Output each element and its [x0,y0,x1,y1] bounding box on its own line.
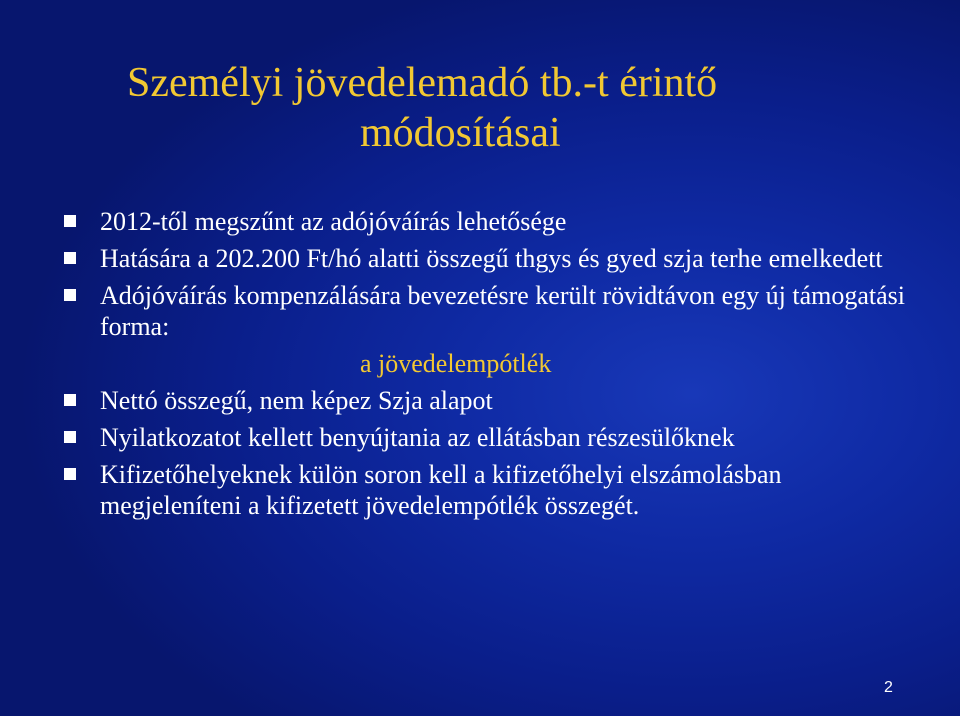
bullet-item [60,422,920,453]
square-bullet-icon [64,394,76,406]
bullet-text: 2012-től megszűnt az adójóváírás lehetősége [100,207,567,236]
bullet-text: Nyilatkozatot kellett benyújtania az ellátásban részesülőknek [100,423,735,452]
slide-title [60,58,900,158]
slide-title-line1: Személyi jövedelemadó tb.-t érintő [127,60,718,107]
bullet-text: Hatására a 202.200 Ft/hó alatti összegű thgys és gyed szja terhe emelkedett [100,244,883,273]
bullet-text: Nettó összegű, nem képez Szja alapot [100,386,493,415]
bullet-text: Kifizetőhelyeknek külön soron kell a kifizetőhelyi elszámolásban megjeleníteni a kifizetett jövedelempótlék összegét. [100,460,782,520]
highlight-item [60,348,920,379]
square-bullet-icon [64,289,76,301]
square-bullet-icon [64,468,76,480]
highlight-text: a jövedelempótlék [360,349,552,378]
bullet-item [60,243,920,274]
bullet-item [60,206,920,237]
slide-title-line2: módosításai [360,110,561,157]
bullet-text: Adójóváírás kompenzálására bevezetésre került rövidtávon egy új támogatási forma: [100,281,905,341]
page-number: 2 [884,679,893,696]
square-bullet-icon [64,215,76,227]
square-bullet-icon [64,252,76,264]
bullet-item [60,280,920,342]
bullet-list [60,206,920,527]
bullet-item [60,459,920,521]
square-bullet-icon [64,431,76,443]
bullet-item [60,385,920,416]
